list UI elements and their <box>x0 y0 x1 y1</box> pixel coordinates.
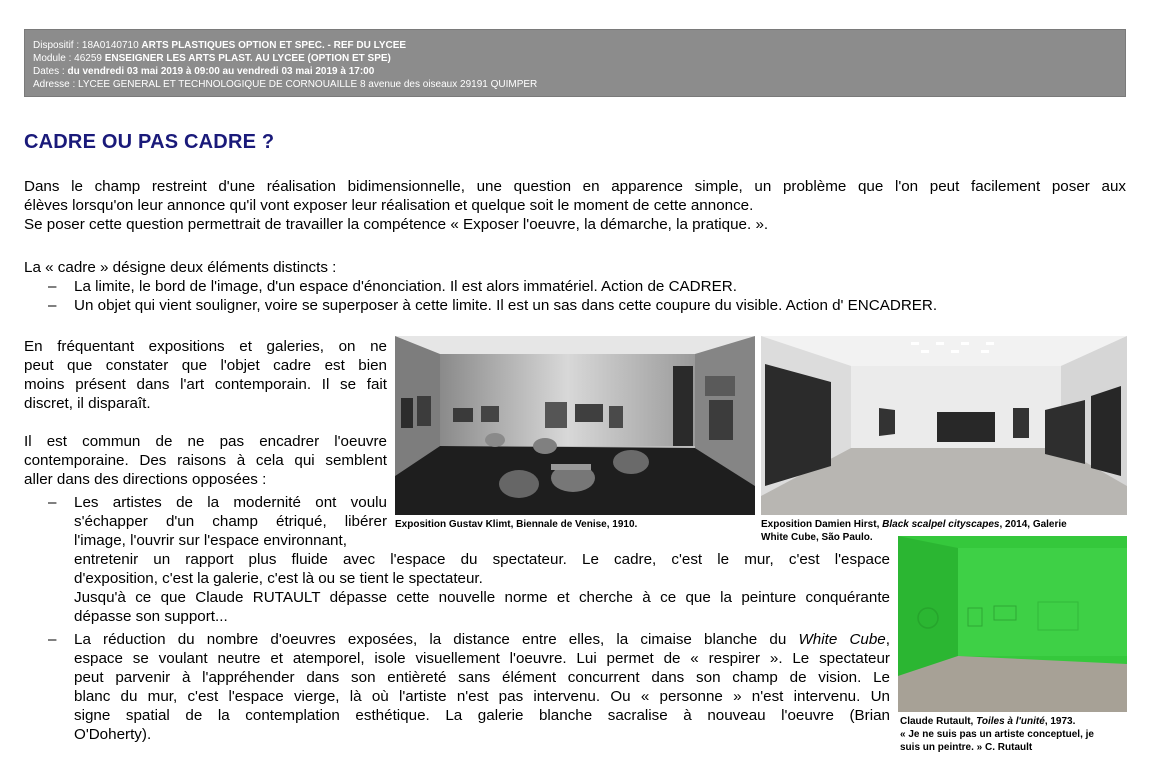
commun-paragraph: Il est commun de ne pas encadrer l'oeuvre contemporaine. Des raisons à cela qui semblent aller dans des directions opposées : <box>24 433 387 488</box>
klimt-caption: Exposition Gustav Klimt, Biennale de Venise, 1910. <box>395 519 638 530</box>
cadre-intro: La « cadre » désigne deux éléments distincts : <box>24 259 337 276</box>
page-title: CADRE OU PAS CADRE ? <box>24 131 275 153</box>
module-line: Module : 46259 ENSEIGNER LES ARTS PLAST. AU LYCEE (OPTION ET SPE) <box>33 53 391 64</box>
rutault-caption: Claude Rutault, Toiles à l'unité, 1973. « Je ne suis pas un artiste conceptuel, je suis un peintre. » C. Rutault <box>900 716 1094 753</box>
intro-paragraph: Dans le champ restreint d'une réalisation bidimensionnelle, une question en apparence simple, un problème que l'on peut facilement poser aux élèves lorsqu'on leur annonce qu'il vont exposer leur réalisation et quelque soit le moment de cette annonce. Se poser cette question permettrait de travailler la compétence « Exposer l'oeuvre, la démarche, la pratique. ». <box>24 178 1126 233</box>
dispositif-line: Dispositif : 18A0140710 ARTS PLASTIQUES OPTION ET SPEC. - REF DU LYCEE <box>33 40 407 51</box>
list-item: – Un objet qui vient souligner, voire se superposer à cette limite. Il est un sas dans cette coupure du visible. Action d' ENCADRER. <box>48 297 938 314</box>
list-item: – La limite, le bord de l'image, d'un espace d'énonciation. Il est alors immatériel. Action de CADRER. <box>48 278 737 295</box>
address-line: Adresse : LYCEE GENERAL ET TECHNOLOGIQUE DE CORNOUAILLE 8 avenue des oiseaux 29191 QUIMPER <box>33 79 538 90</box>
training-info-box <box>24 29 1126 97</box>
dates-line: Dates : du vendredi 03 mai 2019 à 09:00 au vendredi 03 mai 2019 à 17:00 <box>33 66 375 77</box>
expositions-paragraph: En fréquentant expositions et galeries, on ne peut que constater que l'objet cadre est bien moins présent dans l'art contemporain. Il se fait discret, il disparaît. <box>24 338 387 412</box>
hirst-caption: Exposition Damien Hirst, Black scalpel cityscapes, 2014, Galerie White Cube, São Paulo. <box>761 519 1067 543</box>
klimt-exhibition-photo <box>395 336 755 515</box>
hirst-exhibition-photo <box>761 336 1127 515</box>
cadre-definitions-list <box>24 277 1126 315</box>
rutault-artwork-photo <box>898 536 1127 712</box>
